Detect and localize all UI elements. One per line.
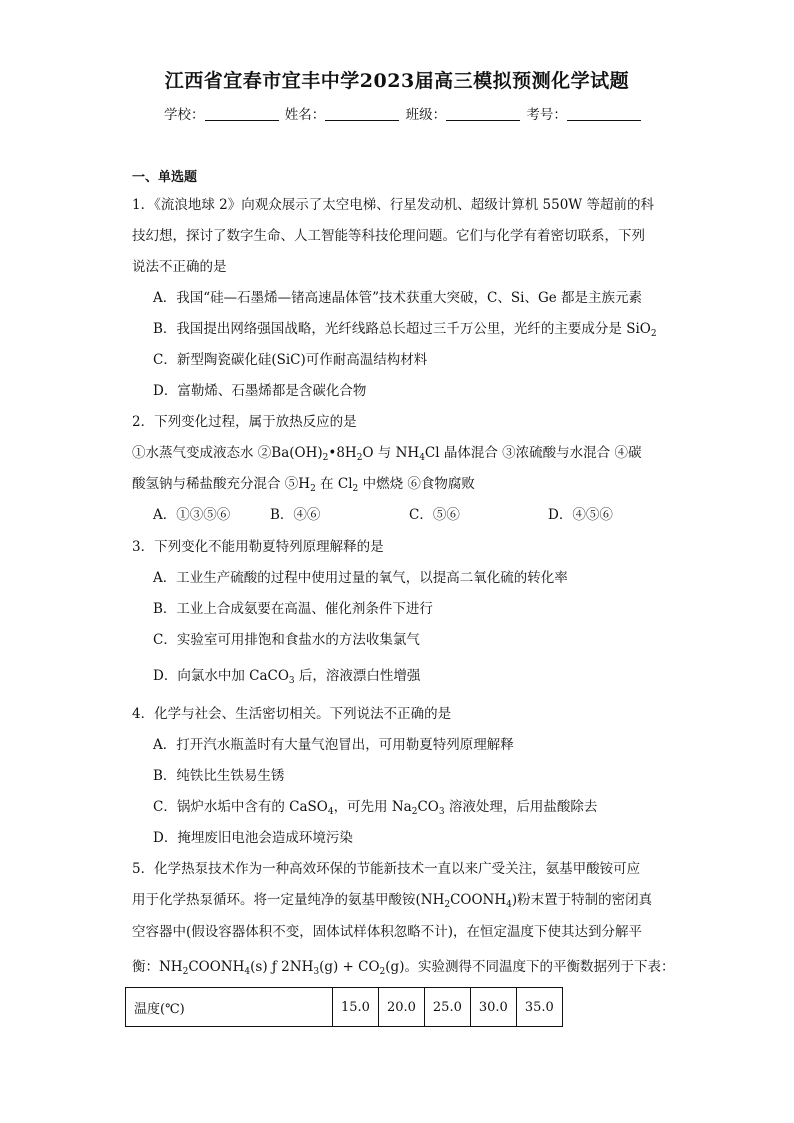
- name-label: 姓名：: [284, 107, 326, 123]
- temperature-table: [125, 987, 563, 1027]
- q3-option-d: D．向氯水中加 CaCO$_3$ 后，溶液漂白性增强: [153, 668, 421, 686]
- q1-stem-line2: 技幻想，探讨了数字生命、人工智能等科技伦理问题。它们与化学有着密切联系，下列: [132, 228, 645, 244]
- q1-option-a: A．我国“硅—石墨烯—锗高速晶体管”技术获重大突破，C、Si、Ge 都是主族元素: [153, 290, 643, 306]
- q2-option-a: A．①③⑤⑥: [153, 507, 231, 523]
- table-row: [126, 988, 563, 1027]
- class-label: 班级：: [405, 107, 447, 123]
- table-cell: 15.0: [333, 988, 379, 1027]
- table-header-cell: 温度(℃): [126, 988, 333, 1027]
- q2-option-c: C．⑤⑥: [409, 507, 460, 523]
- number-label: 考号：: [526, 107, 567, 123]
- q2-stem: 2．下列变化过程，属于放热反应的是: [132, 414, 357, 430]
- table-cell: 35.0: [516, 988, 562, 1027]
- q5-stem-line2: 用于化学热泵循环。将一定量纯净的氨基甲酸铵$(NH_2COONH_4)$粉末置于特制的密闭真: [132, 892, 653, 910]
- class-blank: [446, 107, 520, 121]
- q5-stem-line1: 5．化学热泵技术作为一种高效环保的节能新技术一直以来广受关注，氨基甲酸铵可应: [132, 861, 641, 877]
- q1-stem-line3: 说法不正确的是: [132, 259, 227, 275]
- q3-option-a: A．工业生产硫酸的过程中使用过量的氧气，以提高二氧化硫的转化率: [153, 570, 568, 586]
- q5-equation-line: 衡：$NH_2COONH_4(s)$ ƒ $2NH_3(g) + CO_2(g)$。实验测得不同温度下的平衡数据列于下表：: [132, 959, 675, 977]
- exam-title: 江西省宜春市宜丰中学2023届高三模拟预测化学试题: [164, 70, 630, 92]
- student-info-row: [164, 103, 644, 123]
- q1-stem-line1: 1．《流浪地球 2》向观众展示了太空电梯、行星发动机、超级计算机 550W 等超前的科: [132, 197, 654, 213]
- school-label: 学校：: [164, 107, 205, 123]
- name-blank: [325, 107, 399, 121]
- table-cell: 30.0: [470, 988, 516, 1027]
- q2-items-line2: 酸氢钠与稀盐酸充分混合 $⑤H_2$ 在 $Cl_2$ 中燃烧 ⑥食物腐败: [132, 476, 475, 494]
- q4-stem: 4．化学与社会、生活密切相关。下列说法不正确的是: [132, 706, 452, 722]
- table-cell: 20.0: [378, 988, 424, 1027]
- q2-option-d: D．④⑤⑥: [548, 507, 613, 523]
- q4-option-c: C．锅炉水垢中含有的 CaSO$_4$，可先用 $Na_2CO_3$ 溶液处理，后用盐酸除去: [153, 799, 598, 817]
- q2-option-b: B．④⑥: [270, 507, 321, 523]
- q1-option-b: B．我国提出网络强国战略，光纤线路总长超过三千万公里，光纤的主要成分是 SiO$_2$: [153, 321, 657, 339]
- q4-option-b: B．纯铁比生铁易生锈: [153, 768, 285, 784]
- q3-option-b: B．工业上合成氨要在高温、催化剂条件下进行: [153, 601, 433, 617]
- table-cell: 25.0: [424, 988, 470, 1027]
- section-heading: 一、单选题: [132, 170, 198, 185]
- q1-option-d: D．富勒烯、石墨烯都是含碳化合物: [153, 383, 367, 399]
- q2-items-line1: ①水蒸气变成液态水 $②Ba(OH)_2•8H_2O$ 与 $NH_4Cl$ 晶体混合 ③浓硫酸与水混合 ④碳: [132, 445, 642, 463]
- q3-stem: 3．下列变化不能用勒夏特列原理解释的是: [132, 539, 384, 555]
- school-blank: [205, 107, 279, 121]
- q4-option-a: A．打开汽水瓶盖时有大量气泡冒出，可用勒夏特列原理解释: [153, 737, 514, 753]
- q1-option-c: C．新型陶瓷碳化硅(SiC)可作耐高温结构材料: [153, 352, 428, 368]
- q3-option-c: C．实验室可用排饱和食盐水的方法收集氯气: [153, 632, 420, 648]
- q4-option-d: D．掩埋废旧电池会造成环境污染: [153, 830, 353, 846]
- q5-stem-line3: 空容器中(假设容器体积不变，固体试样体积忽略不计)，在恒定温度下使其达到分解平: [132, 924, 643, 940]
- number-blank: [567, 107, 641, 121]
